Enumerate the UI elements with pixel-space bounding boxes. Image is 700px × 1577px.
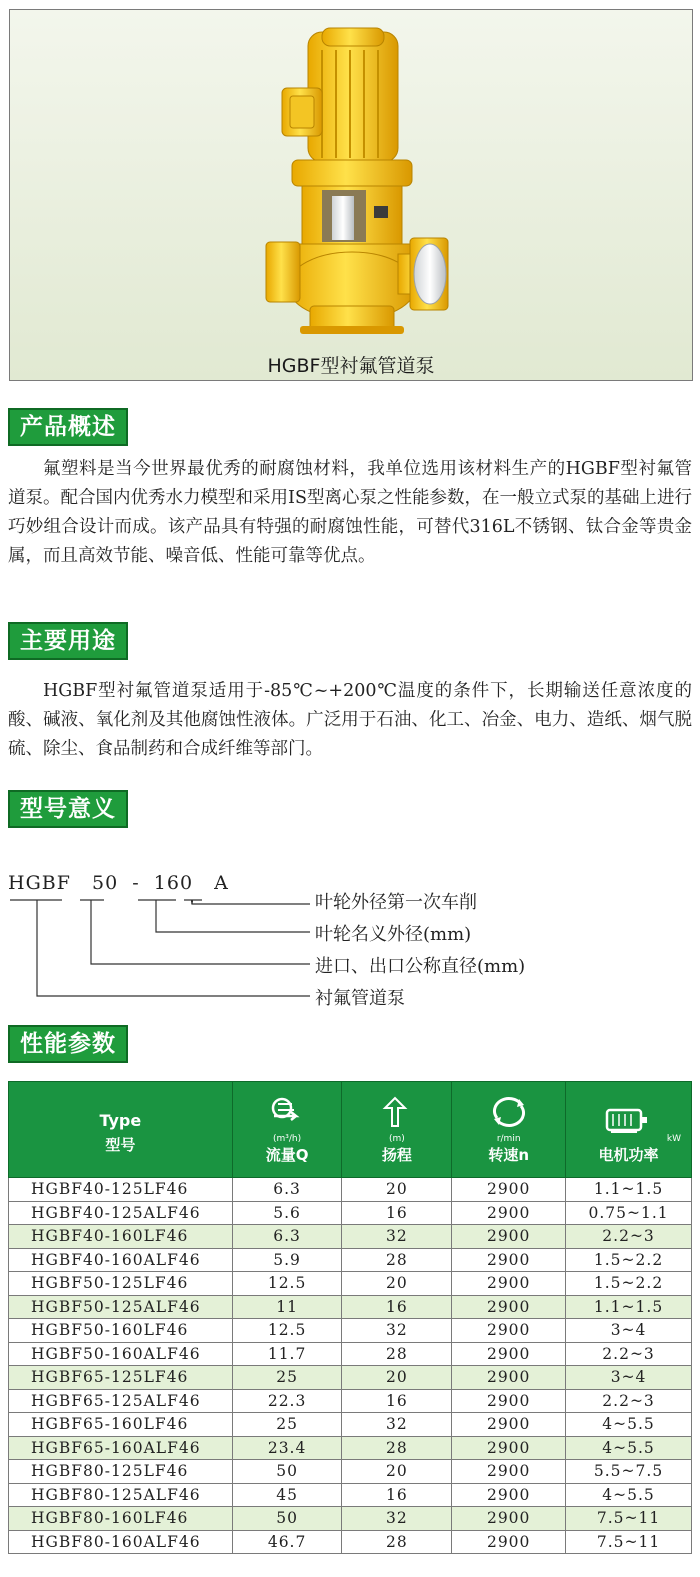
cell-head: 32 — [342, 1507, 452, 1531]
table-row — [9, 1507, 692, 1531]
table-row — [9, 1248, 692, 1272]
cell-head: 20 — [342, 1272, 452, 1296]
cell-flow: 46.7 — [232, 1530, 342, 1554]
cell-flow: 25 — [232, 1366, 342, 1390]
cell-speed: 2900 — [452, 1507, 566, 1531]
model-meaning-heading: 型号意义 — [8, 790, 128, 828]
cell-flow: 6.3 — [232, 1178, 342, 1202]
col-type-cn: 型号 — [105, 1136, 136, 1154]
table-row — [9, 1483, 692, 1507]
cell-model: HGBF50-160ALF46 — [9, 1342, 233, 1366]
cell-speed: 2900 — [452, 1530, 566, 1554]
cell-model: HGBF40-160LF46 — [9, 1225, 233, 1249]
cell-head: 16 — [342, 1295, 452, 1319]
cell-power: 1.5~2.2 — [566, 1248, 692, 1272]
cell-model: HGBF80-160ALF46 — [9, 1530, 233, 1554]
cell-power: 3~4 — [566, 1319, 692, 1343]
cell-speed: 2900 — [452, 1295, 566, 1319]
product-image-frame — [9, 9, 693, 381]
cell-head: 20 — [342, 1178, 452, 1202]
cell-speed: 2900 — [452, 1389, 566, 1413]
product-caption: HGBF型衬氟管道泵 — [267, 355, 435, 377]
cell-speed: 2900 — [452, 1413, 566, 1437]
cell-speed: 2900 — [452, 1272, 566, 1296]
cell-power: 4~5.5 — [566, 1436, 692, 1460]
cell-flow: 23.4 — [232, 1436, 342, 1460]
col-power — [566, 1082, 692, 1178]
cell-speed: 2900 — [452, 1483, 566, 1507]
cell-flow: 22.3 — [232, 1389, 342, 1413]
cell-power: 1.1~1.5 — [566, 1295, 692, 1319]
cell-power: 4~5.5 — [566, 1413, 692, 1437]
cell-power: 3~4 — [566, 1366, 692, 1390]
table-body — [9, 1178, 692, 1554]
cell-head: 28 — [342, 1436, 452, 1460]
usage-heading: 主要用途 — [8, 622, 128, 660]
col-flow-label: 流量Q — [265, 1146, 309, 1164]
cell-flow: 45 — [232, 1483, 342, 1507]
col-speed-unit: r/min — [496, 1134, 521, 1144]
table-row — [9, 1178, 692, 1202]
table-row — [9, 1366, 692, 1390]
cell-power: 7.5~11 — [566, 1530, 692, 1554]
cell-flow: 6.3 — [232, 1225, 342, 1249]
table-row — [9, 1295, 692, 1319]
cell-flow: 11 — [232, 1295, 342, 1319]
legend-trim: 叶轮外径第一次车削 — [315, 892, 477, 913]
cell-flow: 11.7 — [232, 1342, 342, 1366]
cell-head: 16 — [342, 1201, 452, 1225]
cell-model: HGBF40-160ALF46 — [9, 1248, 233, 1272]
col-head-unit: (m) — [388, 1134, 405, 1144]
overview-heading: 产品概述 — [8, 408, 128, 446]
cell-flow: 5.9 — [232, 1248, 342, 1272]
table-row — [9, 1201, 692, 1225]
cell-speed: 2900 — [452, 1319, 566, 1343]
cell-flow: 50 — [232, 1460, 342, 1484]
cell-head: 20 — [342, 1460, 452, 1484]
table-row — [9, 1319, 692, 1343]
pump-illustration — [10, 10, 694, 382]
cell-head: 32 — [342, 1413, 452, 1437]
motor-icon — [605, 1106, 653, 1136]
cell-model: HGBF40-125LF46 — [9, 1178, 233, 1202]
cell-power: 4~5.5 — [566, 1483, 692, 1507]
col-flow-unit: (m³/h) — [273, 1134, 302, 1144]
cell-speed: 2900 — [452, 1460, 566, 1484]
cell-speed: 2900 — [452, 1201, 566, 1225]
table-row — [9, 1436, 692, 1460]
cell-model: HGBF50-125LF46 — [9, 1272, 233, 1296]
performance-heading: 性能参数 — [8, 1025, 128, 1063]
table-row — [9, 1342, 692, 1366]
cell-head: 32 — [342, 1319, 452, 1343]
model-code: HGBF 50 - 160 A — [8, 872, 229, 894]
cell-model: HGBF65-125LF46 — [9, 1366, 233, 1390]
flow-icon — [270, 1096, 304, 1128]
table-row — [9, 1460, 692, 1484]
col-power-label: 电机功率 — [598, 1146, 659, 1164]
cell-flow: 50 — [232, 1507, 342, 1531]
cell-head: 16 — [342, 1483, 452, 1507]
cell-model: HGBF65-160LF46 — [9, 1413, 233, 1437]
cell-head: 20 — [342, 1366, 452, 1390]
cell-power: 2.2~3 — [566, 1225, 692, 1249]
cell-power: 0.75~1.1 — [566, 1201, 692, 1225]
cell-speed: 2900 — [452, 1225, 566, 1249]
cell-power: 2.2~3 — [566, 1389, 692, 1413]
cell-speed: 2900 — [452, 1436, 566, 1460]
cell-model: HGBF65-160ALF46 — [9, 1436, 233, 1460]
cell-head: 28 — [342, 1342, 452, 1366]
legend-pump-type: 衬氟管道泵 — [315, 988, 405, 1009]
cell-model: HGBF50-160LF46 — [9, 1319, 233, 1343]
cell-head: 28 — [342, 1248, 452, 1272]
cell-power: 7.5~11 — [566, 1507, 692, 1531]
cell-model: HGBF80-125ALF46 — [9, 1483, 233, 1507]
cell-speed: 2900 — [452, 1342, 566, 1366]
cell-head: 32 — [342, 1225, 452, 1249]
cell-speed: 2900 — [452, 1248, 566, 1272]
cell-flow: 12.5 — [232, 1319, 342, 1343]
cell-flow: 25 — [232, 1413, 342, 1437]
cell-power: 2.2~3 — [566, 1342, 692, 1366]
rotation-icon — [489, 1096, 529, 1128]
col-speed — [452, 1082, 566, 1178]
table-row — [9, 1413, 692, 1437]
head-arrow-icon — [380, 1096, 414, 1128]
cell-speed: 2900 — [452, 1178, 566, 1202]
cell-speed: 2900 — [452, 1366, 566, 1390]
legend-nominal-dia: 进口、出口公称直径(mm) — [315, 956, 526, 977]
col-flow — [232, 1082, 342, 1178]
overview-text: 氟塑料是当今世界最优秀的耐腐蚀材料，我单位选用该材料生产的HGBF型衬氟管道泵。配合国内优秀水力模型和采用IS型离心泵之性能参数，在一般立式泵的基础上进行巧妙组合设计而成。该产品具有特强的耐腐蚀性能，可替代316L不锈钢、钛合金等贵金属，而且高效节能、噪音低、性能可靠等优点。 — [8, 459, 692, 566]
cell-model: HGBF80-160LF46 — [9, 1507, 233, 1531]
cell-flow: 12.5 — [232, 1272, 342, 1296]
col-head-label: 扬程 — [381, 1146, 412, 1164]
table-row — [9, 1225, 692, 1249]
table-row — [9, 1389, 692, 1413]
col-power-unit: kW — [666, 1134, 681, 1144]
cell-model: HGBF65-125ALF46 — [9, 1389, 233, 1413]
table-header-row — [9, 1082, 692, 1178]
col-type — [9, 1082, 233, 1178]
col-speed-label: 转速n — [488, 1146, 530, 1164]
col-head — [342, 1082, 452, 1178]
cell-head: 16 — [342, 1389, 452, 1413]
cell-head: 28 — [342, 1530, 452, 1554]
performance-table — [8, 1081, 692, 1554]
cell-power: 1.5~2.2 — [566, 1272, 692, 1296]
cell-flow: 5.6 — [232, 1201, 342, 1225]
usage-text: HGBF型衬氟管道泵适用于-85℃~+200℃温度的条件下，长期输送任意浓度的酸、碱液、氧化剂及其他腐蚀性液体。广泛用于石油、化工、冶金、电力、造纸、烟气脱硫、除尘、食品制药和合成纤维等部门。 — [8, 681, 692, 759]
table-row — [9, 1272, 692, 1296]
table-row — [9, 1530, 692, 1554]
cell-power: 5.5~7.5 — [566, 1460, 692, 1484]
legend-impeller-dia: 叶轮名义外径(mm) — [315, 924, 472, 945]
cell-model: HGBF50-125ALF46 — [9, 1295, 233, 1319]
cell-model: HGBF40-125ALF46 — [9, 1201, 233, 1225]
col-type-en: Type — [99, 1111, 142, 1130]
cell-model: HGBF80-125LF46 — [9, 1460, 233, 1484]
cell-power: 1.1~1.5 — [566, 1178, 692, 1202]
